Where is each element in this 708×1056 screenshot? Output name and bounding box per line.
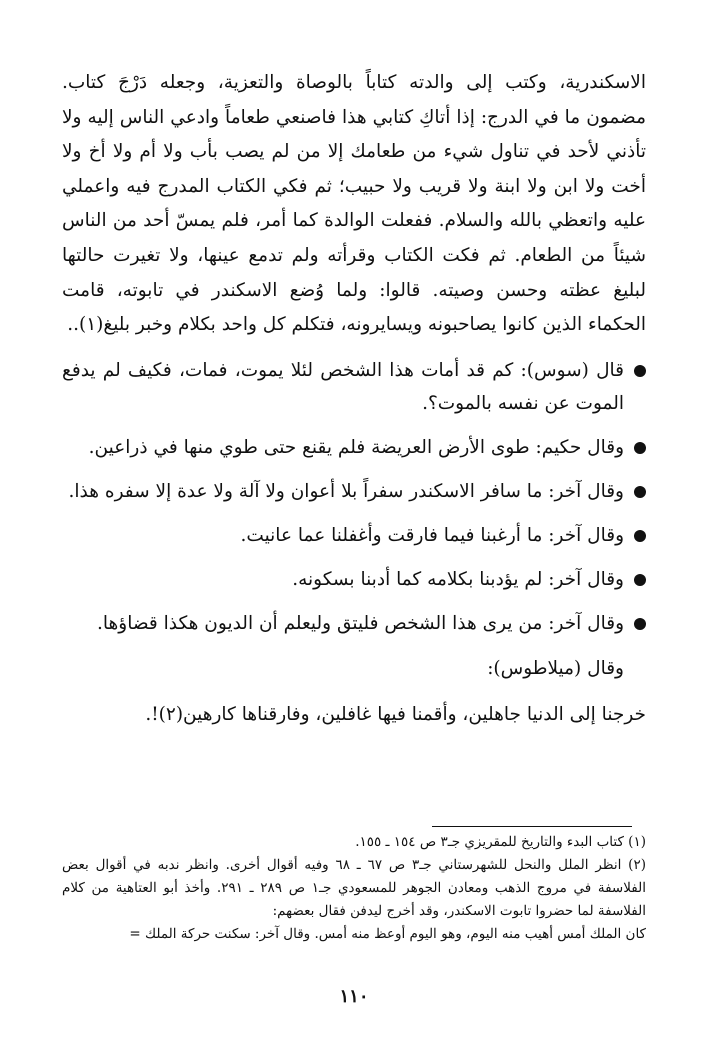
bullet-icon <box>634 530 646 542</box>
bullet-icon <box>634 574 646 586</box>
footnote-divider <box>432 826 632 827</box>
bullet-icon <box>634 486 646 498</box>
list-item <box>62 607 646 640</box>
sayings-list <box>62 354 646 640</box>
bullet-icon <box>634 365 646 377</box>
list-item <box>62 354 646 420</box>
saying-text: وقال آخر: لم يؤدبنا بكلامه كما أدبنا بسكونه. <box>292 568 624 590</box>
list-item <box>62 431 646 464</box>
saying-text: وقال آخر: ما سافر الاسكندر سفراً بلا أعوان ولا آلة ولا عدة إلا سفره هذا. <box>68 480 624 502</box>
saying-text: قال (سوس): كم قد أمات هذا الشخص لئلا يموت، فمات، فكيف لم يدفع الموت عن نفسه بالموت؟. <box>62 359 624 414</box>
saying-text: وقال حكيم: طوى الأرض العريضة فلم يقنع حتى طوي منها في ذراعين. <box>88 436 624 458</box>
quote-intro: وقال (ميلاطوس): <box>487 657 624 679</box>
bullet-icon <box>634 618 646 630</box>
footnotes <box>62 831 646 946</box>
footnote-2: (٢) انظر الملل والنحل للشهرستاني جـ٣ ص ٦٧ ـ ٦٨ وفيه أقوال أخرى. وانظر ندبه في أقوال بعض الفلاسفة في مروج الذهب ومعادن الجوهر للمسعودي جـ١ ص ٢٨٩ ـ ٢٩١. وأخذ أبو العتاهية من كلام الفلاسفة لما حضروا تابوت الاسكندر، وقد أخرج ليدفن فقال بعضهم: <box>62 857 646 919</box>
list-item <box>62 475 646 508</box>
footnote-1: (١) كتاب البدء والتاريخ للمقريزي جـ٣ ص ١٥٤ ـ ١٥٥. <box>355 834 646 850</box>
main-paragraph: الاسكندرية، وكتب إلى والدته كتاباً بالوصاة والتعزية، وجعله دَرْجَ كتاب. مضمون ما في الدرج: إذا أتاكِ كتابي هذا فاصنعي طعاماً وادعي الناس إليه ولا تأذني لأحد في تناول شيء من طعامك إلا من لم يصب بأب ولا أم ولا أخ ولا أخت ولا ابن ولا ابنة ولا قريب ولا حبيب؛ ثم فكي الكتاب المدرج فيه واعملي عليه واتعظي بالله والسلام. ففعلت الوالدة كما أمر، فلم يمسّ أحد من الناس شيئاً من الطعام. ثم فكت الكتاب وقرأته ولم تدمع عينها، ولا تغيرت حالتها لبليغ عظته وحسن وصيته. قالوا: ولما وُضع الاسكندر في تابوته، قامت الحكماء الذين كانوا يصاحبونه ويسايرونه، فتكلم كل واحد بكلام وخبر بليغ(١).. <box>62 72 646 336</box>
page-number: ١١٠ <box>339 986 369 1007</box>
quote-text: خرجنا إلى الدنيا جاهلين، وأقمنا فيها غافلين، وفارقناها كارهين(٢)!. <box>145 703 646 725</box>
footnote-2-continued: كان الملك أمس أهيب منه اليوم، وهو اليوم أوعظ منه أمس. وقال آخر: سكنت حركة الملك = <box>129 926 646 942</box>
page-body <box>62 66 646 731</box>
list-item <box>62 563 646 596</box>
saying-text: وقال آخر: من يرى هذا الشخص فليتق وليعلم أن الديون هكذا قضاؤها. <box>96 612 624 634</box>
bullet-icon <box>634 442 646 454</box>
list-item <box>62 519 646 552</box>
saying-text: وقال آخر: ما أرغبنا فيما فارقت وأغفلنا عما عانيت. <box>240 524 624 546</box>
